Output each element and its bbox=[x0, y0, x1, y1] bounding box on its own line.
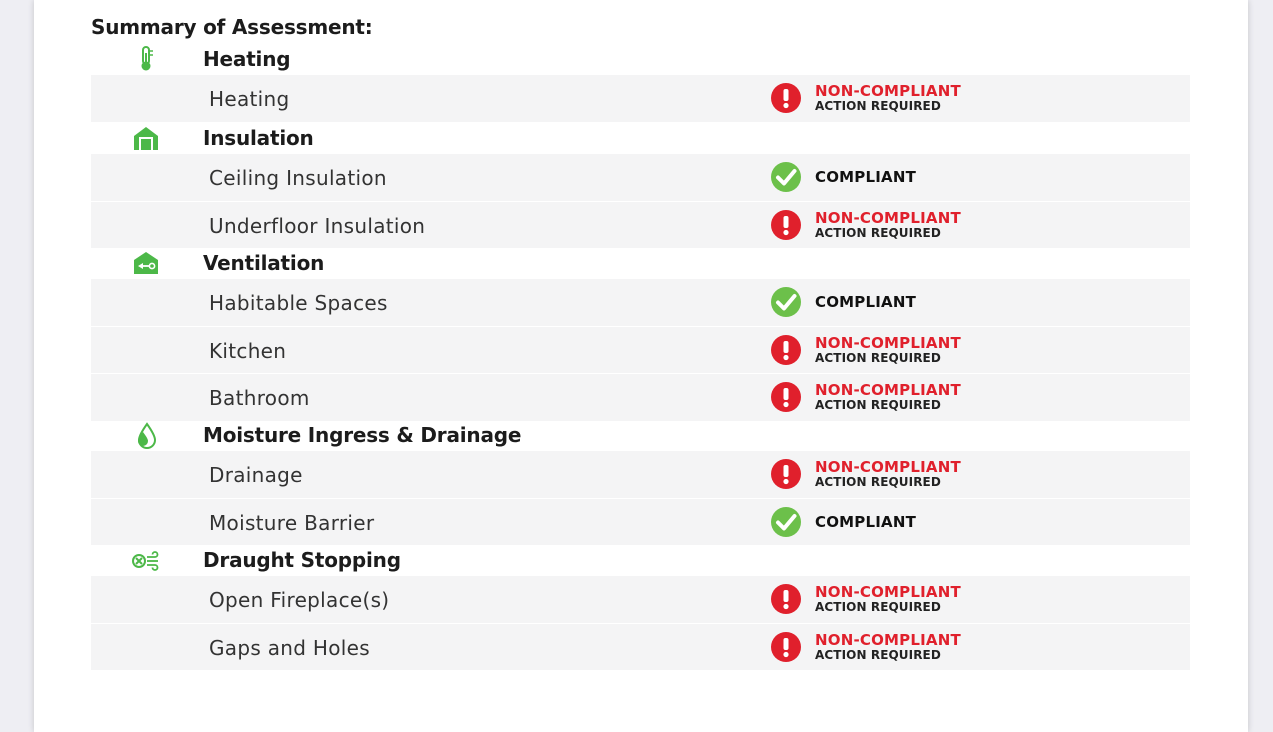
section-title-draught: Draught Stopping bbox=[203, 548, 401, 572]
checkmark-icon bbox=[771, 507, 801, 537]
assessment-row bbox=[91, 75, 1190, 122]
status-action-required: ACTION REQUIRED bbox=[815, 398, 941, 412]
row-label: Moisture Barrier bbox=[209, 510, 375, 535]
row-label: Bathroom bbox=[209, 386, 310, 410]
status-noncompliant: NON-COMPLIANT bbox=[815, 82, 961, 100]
status-action-required: ACTION REQUIRED bbox=[815, 647, 941, 662]
draught-wind-icon bbox=[131, 546, 161, 574]
section-header-insulation bbox=[91, 122, 1190, 154]
water-drops-icon bbox=[131, 421, 161, 449]
section-rows-moisture bbox=[91, 451, 1190, 545]
alert-icon bbox=[771, 83, 801, 113]
section-rows-heating bbox=[91, 75, 1190, 122]
house-insulation-icon bbox=[131, 124, 161, 152]
checkmark-icon bbox=[771, 162, 801, 192]
status-noncompliant: NON-COMPLIANT bbox=[815, 333, 961, 352]
section-rows-ventilation bbox=[91, 279, 1190, 421]
assessment-row bbox=[91, 202, 1190, 249]
alert-icon bbox=[771, 382, 801, 412]
section-header-draught bbox=[91, 544, 1190, 576]
thermometer-icon bbox=[131, 45, 161, 73]
row-label: Kitchen bbox=[209, 338, 287, 363]
assessment-row bbox=[91, 374, 1190, 421]
row-label: Gaps and Holes bbox=[209, 635, 370, 660]
status-noncompliant: NON-COMPLIANT bbox=[815, 381, 961, 399]
assessment-row bbox=[91, 576, 1190, 624]
status-compliant: COMPLIANT bbox=[815, 293, 917, 311]
status-action-required: ACTION REQUIRED bbox=[815, 600, 941, 614]
alert-icon bbox=[771, 210, 801, 240]
section-header-moisture bbox=[91, 419, 1190, 451]
assessment-row bbox=[91, 624, 1190, 671]
page-title: Summary of Assessment: bbox=[91, 15, 373, 39]
section-title-heating: Heating bbox=[203, 47, 291, 71]
row-label: Open Fireplace(s) bbox=[209, 588, 390, 612]
alert-icon bbox=[771, 335, 801, 365]
section-rows-insulation bbox=[91, 154, 1190, 248]
status-action-required: ACTION REQUIRED bbox=[815, 225, 941, 240]
row-label: Drainage bbox=[209, 463, 303, 487]
status-noncompliant: NON-COMPLIANT bbox=[815, 583, 961, 601]
status-noncompliant: NON-COMPLIANT bbox=[815, 208, 961, 227]
row-label: Heating bbox=[209, 87, 290, 111]
status-action-required: ACTION REQUIRED bbox=[815, 475, 941, 489]
status-noncompliant: NON-COMPLIANT bbox=[815, 630, 961, 649]
row-label: Ceiling Insulation bbox=[209, 166, 387, 190]
section-header-heating bbox=[91, 43, 1190, 75]
section-title-insulation: Insulation bbox=[203, 126, 314, 150]
row-label: Habitable Spaces bbox=[209, 291, 388, 315]
section-header-ventilation bbox=[91, 247, 1190, 279]
status-noncompliant: NON-COMPLIANT bbox=[815, 458, 961, 476]
alert-icon bbox=[771, 584, 801, 614]
assessment-row bbox=[91, 327, 1190, 375]
section-rows-draught bbox=[91, 576, 1190, 670]
house-ventilation-icon bbox=[131, 249, 161, 277]
assessment-row bbox=[91, 451, 1190, 499]
assessment-row bbox=[91, 154, 1190, 202]
section-title-moisture: Moisture Ingress & Drainage bbox=[203, 423, 522, 447]
assessment-row bbox=[91, 279, 1190, 327]
status-action-required: ACTION REQUIRED bbox=[815, 350, 941, 365]
assessment-row bbox=[91, 499, 1190, 546]
alert-icon bbox=[771, 459, 801, 489]
status-compliant: COMPLIANT bbox=[815, 512, 917, 531]
status-action-required: ACTION REQUIRED bbox=[815, 99, 941, 113]
section-title-ventilation: Ventilation bbox=[203, 251, 325, 275]
alert-icon bbox=[771, 632, 801, 662]
row-label: Underfloor Insulation bbox=[209, 213, 426, 238]
status-compliant: COMPLIANT bbox=[815, 168, 917, 186]
checkmark-icon bbox=[771, 287, 801, 317]
